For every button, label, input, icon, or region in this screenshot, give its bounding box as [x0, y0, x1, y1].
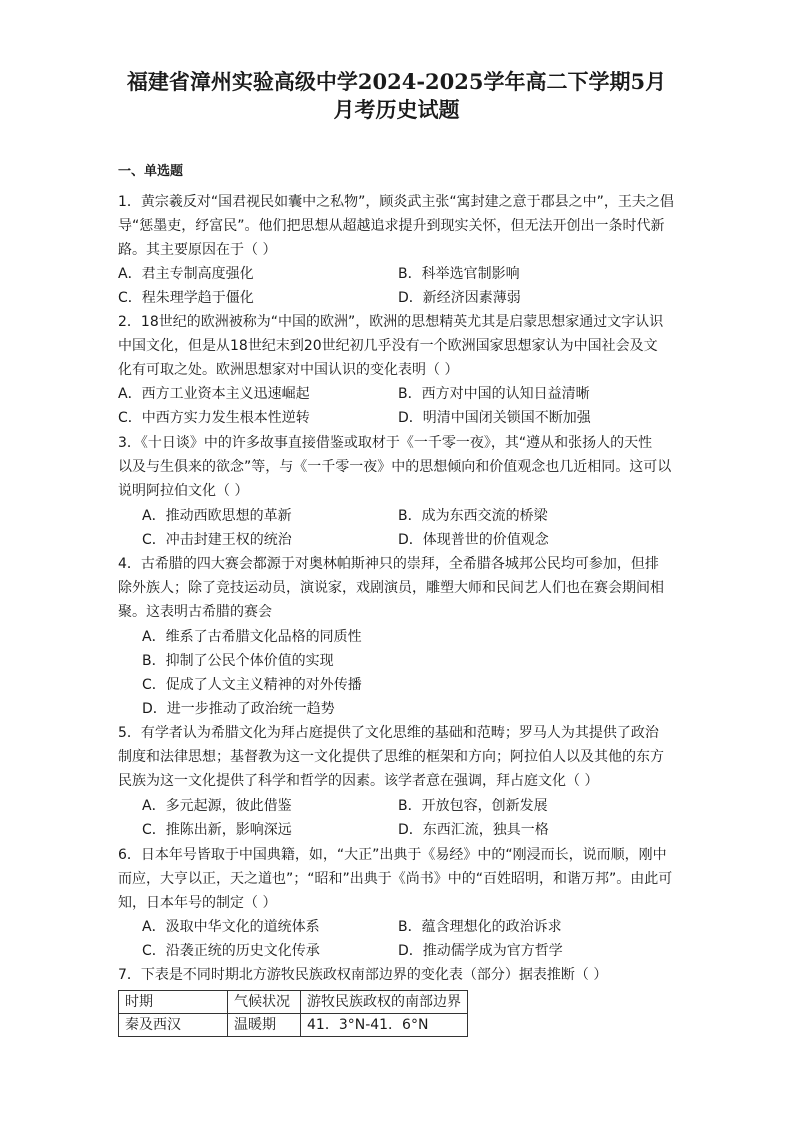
table-cell: 41．3°N-41．6°N [301, 1014, 468, 1037]
q3-option-d: D．体现普世的价值观念 [398, 532, 549, 548]
section-heading: 一、单选题 [118, 164, 184, 179]
q6-option-d: D．推动儒学成为官方哲学 [398, 943, 563, 959]
q6-option-b: B．蕴含理想化的政治诉求 [398, 919, 562, 935]
table-row [119, 1014, 468, 1037]
q2-option-d: D．明清中国闭关锁国不断加强 [398, 410, 591, 426]
q4-stem-line1: 4．古希腊的四大赛会都源于对奥林帕斯神只的崇拜，全希腊各城邦公民均可参加，但排 [118, 556, 659, 572]
q2-option-a: A．西方工业资本主义迅速崛起 [118, 386, 310, 402]
q1-option-b: B．科举选官制影响 [398, 266, 520, 282]
q1-option-c: C．程朱理学趋于僵化 [118, 290, 254, 306]
q3-option-b: B．成为东西交流的桥梁 [398, 508, 548, 524]
q3-option-a: A．推动西欧思想的革新 [142, 508, 292, 524]
q3-stem-line3: 说明阿拉伯文化（ ） [118, 483, 249, 499]
q2-stem-line1: 2．18世纪的欧洲被称为“中国的欧洲”，欧洲的思想精英尤其是启蒙思想家通过文字认识 [118, 314, 664, 330]
q5-stem-line2: 制度和法律思想；基督教为这一文化提供了思维的框架和方向；阿拉伯人以及其他的东方 [118, 749, 664, 765]
q6-stem-line3: 知，日本年号的制定（ ） [118, 895, 277, 911]
q5-option-d: D．东西汇流，独具一格 [398, 822, 549, 838]
q3-stem-line1: 3．《十日谈》中的许多故事直接借鉴或取材于《一千零一夜》，其“遵从和张扬人的天性 [118, 435, 653, 451]
q2-option-b: B．西方对中国的认知日益清晰 [398, 386, 590, 402]
q6-option-a: A．汲取中华文化的道统体系 [142, 919, 320, 935]
q1-stem-line1: 1．黄宗羲反对“国君视民如囊中之私物”，顾炎武主张“寓封建之意于郡县之中”，王夫之倡 [118, 194, 674, 210]
q5-stem-line1: 5．有学者认为希腊文化为拜占庭提供了文化思维的基础和范畴；罗马人为其提供了政治 [118, 725, 659, 741]
q6-stem-line1: 6．日本年号皆取于中国典籍，如，“大正”出典于《易经》中的“刚浸而长，说而顺，刚中 [118, 847, 667, 863]
table-cell: 秦及西汉 [119, 1014, 228, 1037]
table-header-cell: 气候状况 [228, 991, 301, 1014]
table-header-cell: 游牧民族政权的南部边界 [301, 991, 468, 1014]
q4-option-b: B．抑制了公民个体价值的实现 [142, 653, 334, 669]
q7-stem-line1: 7．下表是不同时期北方游牧民族政权南部边界的变化表（部分）据表推断（ ） [118, 967, 608, 983]
q3-option-c: C．冲击封建王权的统治 [142, 532, 292, 548]
q3-stem-line2: 以及与生俱来的欲念”等，与《一千零一夜》中的思想倾向和价值观念也几近相同。这可以 [118, 459, 672, 475]
q1-stem-line2: 导“惩墨吏，纾富民”。他们把思想从超越追求提升到现实关怀，但无法开创出一条时代新 [118, 218, 665, 234]
q2-stem-line2: 中国文化，但是从18世纪末到20世纪初几乎没有一个欧洲国家思想家认为中国社会及文 [118, 338, 658, 354]
q2-stem-line3: 化有可取之处。欧洲思想家对中国认识的变化表明（ ） [118, 362, 459, 378]
q4-option-c: C．促成了人文主义精神的对外传播 [142, 677, 362, 693]
q4-option-d: D．进一步推动了政治统一趋势 [142, 701, 335, 717]
q1-option-a: A．君主专制高度强化 [118, 266, 254, 282]
q5-stem-line3: 民族为这一文化提供了科学和哲学的因素。该学者意在强调，拜占庭文化（ ） [118, 773, 599, 789]
q5-option-b: B．开放包容，创新发展 [398, 798, 548, 814]
q1-option-d: D．新经济因素薄弱 [398, 290, 521, 306]
table-cell: 温暖期 [228, 1014, 301, 1037]
q7-table [118, 990, 468, 1037]
q4-option-a: A．维系了古希腊文化品格的同质性 [142, 629, 362, 645]
q2-option-c: C．中西方实力发生根本性逆转 [118, 410, 310, 426]
table-header-cell: 时期 [119, 991, 228, 1014]
q4-stem-line3: 聚。这表明古希腊的赛会 [118, 604, 272, 620]
q1-stem-line3: 路。其主要原因在于（ ） [118, 242, 277, 258]
q5-option-c: C．推陈出新，影响深远 [142, 822, 292, 838]
exam-title-line2: 月考历史试题 [333, 97, 460, 122]
q6-stem-line2: 而应，大亨以正，天之道也”；“昭和”出典于《尚书》中的“百姓昭明，和谐万邦”。由此可 [118, 871, 673, 887]
q6-option-c: C．沿袭正统的历史文化传承 [142, 943, 320, 959]
q4-stem-line2: 除外族人；除了竞技运动员，演说家，戏剧演员，雕塑大师和民间艺人们也在赛会期间相 [118, 580, 664, 596]
exam-title-line1: 福建省漳州实验高级中学2024-2025学年高二下学期5月 [126, 69, 667, 94]
q5-option-a: A．多元起源，彼此借鉴 [142, 798, 292, 814]
table-header-row [119, 991, 468, 1014]
